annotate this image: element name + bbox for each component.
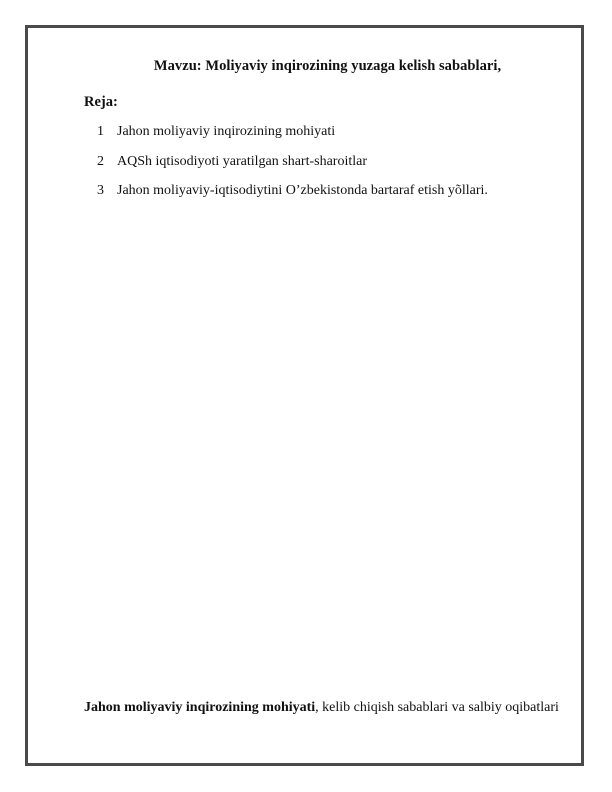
- plan-item-text: Jahon moliyaviy inqirozining mohiyati: [117, 124, 336, 139]
- section-intro-rest: , kelib chiqish sabablari va salbiy oqibatlari: [315, 700, 559, 715]
- plan-item-text: Jahon moliyaviy-iqtisodiytini O’zbekistonda bartaraf etish yõllari.: [117, 183, 488, 198]
- section-intro: [84, 700, 559, 716]
- plan-heading: Reja:: [84, 94, 118, 110]
- document-title: Mavzu: Moliyaviy inqirozining yuzaga kelish sabablari,: [153, 58, 502, 74]
- plan-item: [97, 124, 488, 154]
- plan-item: [97, 154, 488, 184]
- plan-item-text: AQSh iqtisodiyoti yaratilgan shart-sharoitlar: [117, 153, 368, 169]
- plan-item: [97, 183, 488, 213]
- plan-item-number: 3: [97, 183, 104, 198]
- plan-item-number: 1: [97, 124, 104, 139]
- plan-item-number: 2: [97, 153, 104, 169]
- section-intro-bold: Jahon moliyaviy inqirozining mohiyati: [84, 700, 316, 715]
- plan-list: [97, 124, 488, 213]
